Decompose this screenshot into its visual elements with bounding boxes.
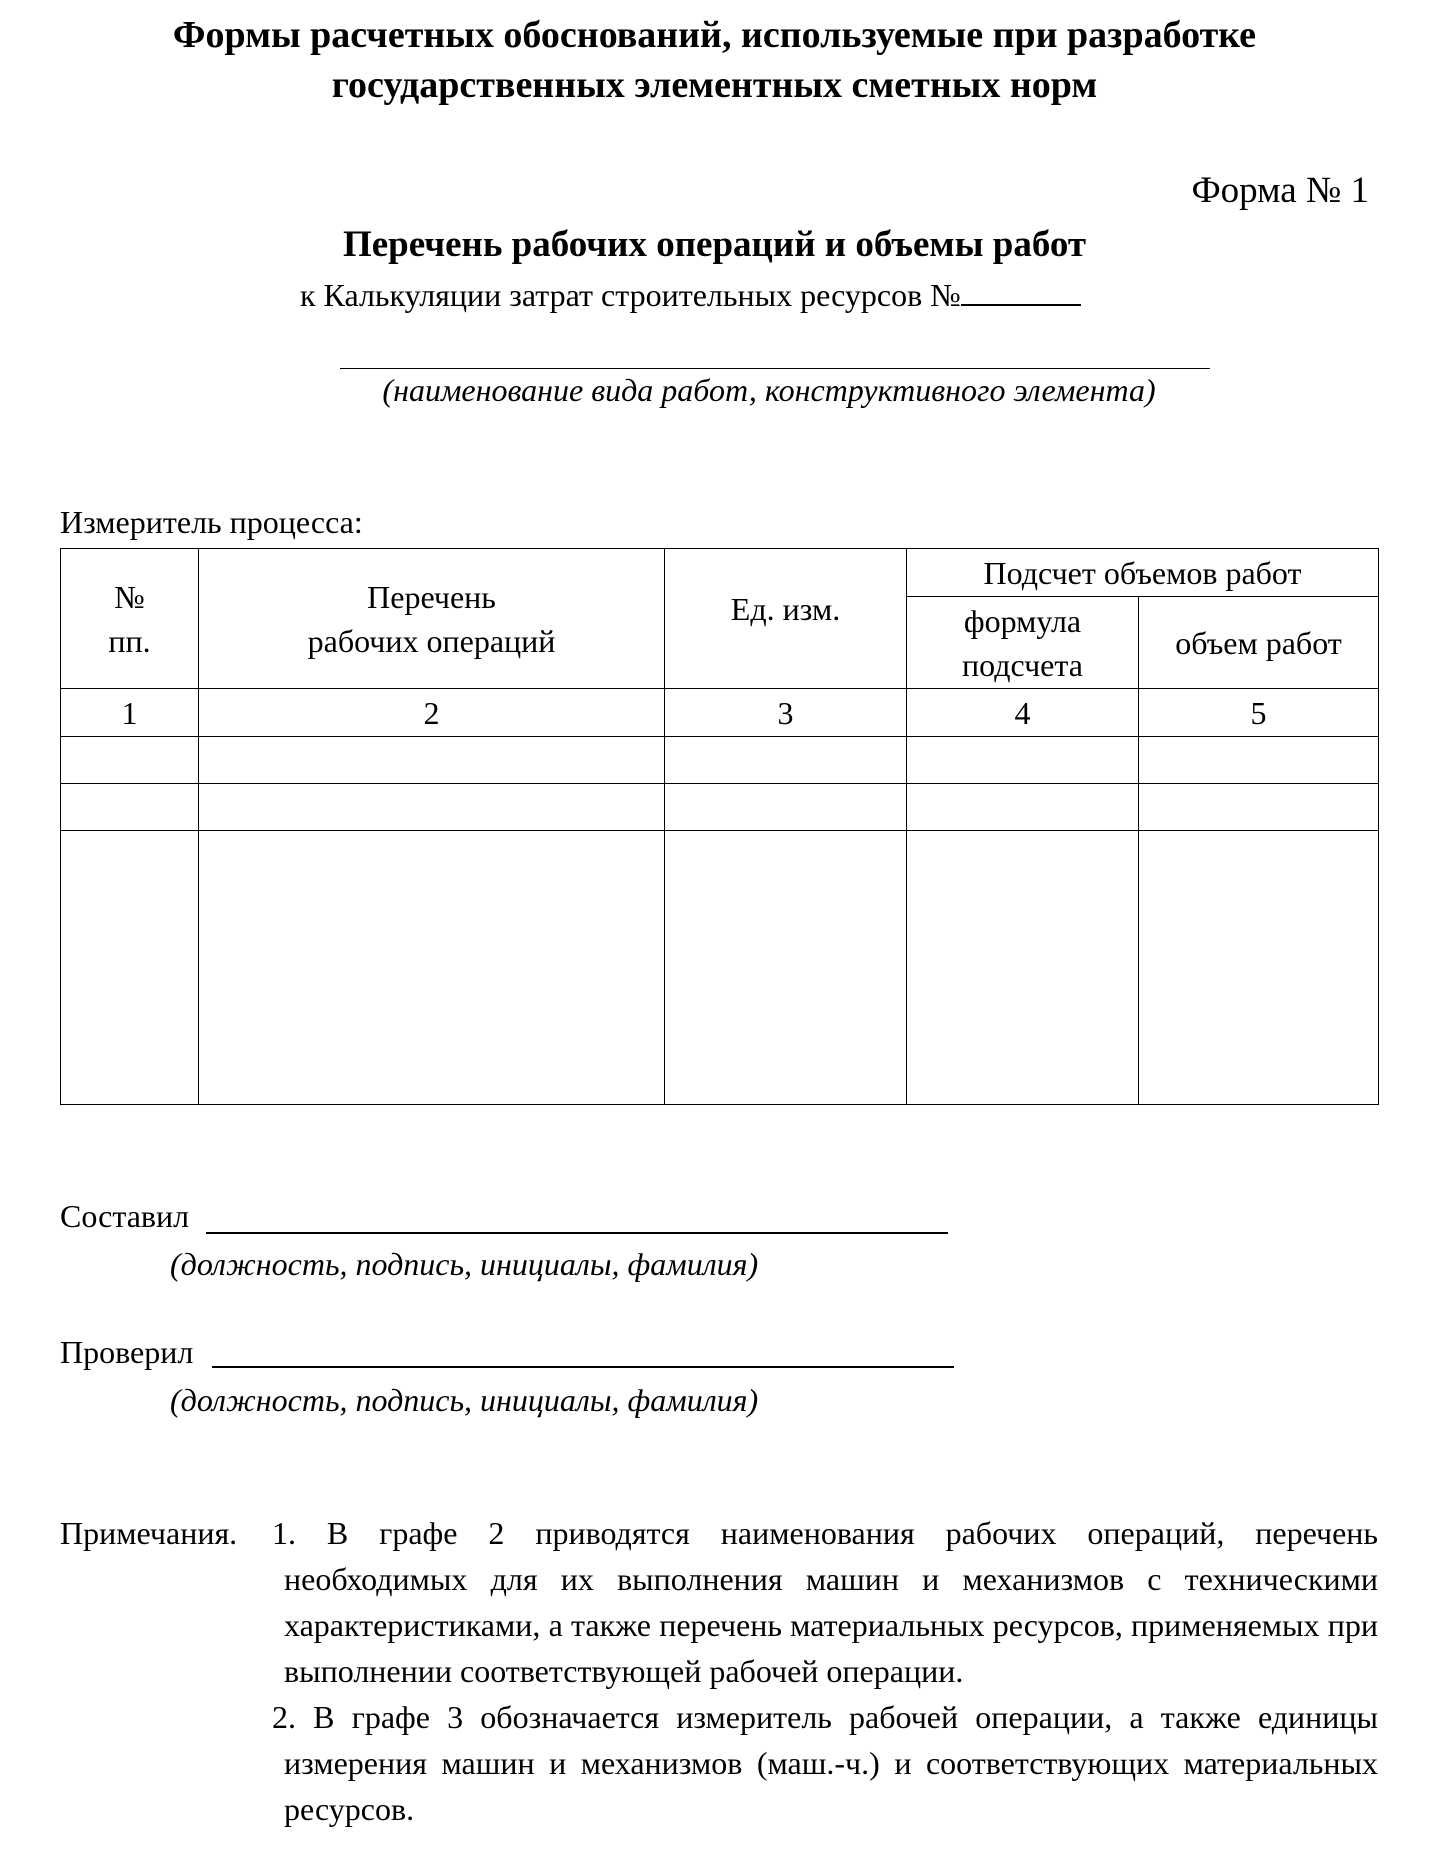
header-volume: объем работ (1139, 597, 1379, 689)
table-row (61, 737, 1379, 784)
note-item-2: 2. В графе 3 обозначается измеритель рабочей операции, а также единицы измерения машин и механизмов (маш.-ч.) и соответствующих материальных ресурсов. (272, 1699, 1378, 1827)
document-title-line-1: Формы расчетных обоснований, используемые при разработке (172, 14, 1257, 56)
checked-by-signature-line[interactable] (212, 1366, 954, 1368)
table-cell[interactable] (61, 831, 199, 1105)
form-subtitle-text: к Калькуляции затрат строительных ресурсов № (300, 277, 961, 313)
table-cell[interactable] (199, 831, 665, 1105)
header-formula-line-1: формула (963, 602, 1082, 639)
header-num-line-2: пп. (108, 622, 151, 659)
form-number: Форма № 1 (1191, 170, 1369, 211)
column-number-2: 2 (199, 689, 665, 737)
note-item-1: 1. В графе 2 приводятся наименования рабочих операций, перечень необходимых для их выполнения машин и механизмов с техническими характеристиками, а также перечень материальных ресурсов, применяемых при выполнении соответствующей рабочей операции. (272, 1515, 1378, 1689)
table-cell[interactable] (665, 784, 907, 831)
header-num (61, 549, 199, 689)
header-operations-line-1: Перечень (367, 578, 496, 615)
table-row (61, 784, 1379, 831)
notes-lead: Примечания. (60, 1515, 238, 1551)
header-formula-line-2: подсчета (962, 646, 1083, 683)
column-number-5: 5 (1139, 689, 1379, 737)
column-number-row (61, 689, 1379, 737)
header-num-line-1: № (114, 578, 145, 615)
form-title: Перечень рабочих операций и объемы работ (342, 224, 1087, 265)
notes-list (272, 1510, 1378, 1832)
checked-by-caption: (должность, подпись, инициалы, фамилия) (170, 1382, 759, 1418)
work-name-caption: (наименование вида работ, конструктивного элемента) (382, 372, 1156, 408)
operations-table (60, 548, 1379, 1105)
column-number-1: 1 (61, 689, 199, 737)
table-row (61, 831, 1379, 1105)
table-cell[interactable] (61, 737, 199, 784)
table-cell[interactable] (665, 831, 907, 1105)
form-subtitle (300, 274, 1081, 316)
table-cell[interactable] (1139, 737, 1379, 784)
compiled-by-label: Составил (60, 1198, 190, 1234)
header-operations-line-2: рабочих операций (307, 622, 556, 659)
table-cell[interactable] (665, 737, 907, 784)
table-cell[interactable] (1139, 784, 1379, 831)
header-volume-group: Подсчет объемов работ (907, 549, 1379, 597)
table-cell[interactable] (61, 784, 199, 831)
header-operations (199, 549, 665, 689)
table-cell[interactable] (199, 784, 665, 831)
checked-by-label: Проверил (60, 1334, 194, 1370)
header-unit (665, 549, 907, 689)
table-cell[interactable] (907, 737, 1139, 784)
document-title-line-2: государственных элементных сметных норм (331, 64, 1098, 106)
header-formula (907, 597, 1139, 689)
compiled-by-caption: (должность, подпись, инициалы, фамилия) (170, 1246, 759, 1282)
work-name-blank-line[interactable] (340, 368, 1210, 369)
calculation-number-blank[interactable] (961, 274, 1081, 306)
table-cell[interactable] (1139, 831, 1379, 1105)
compiled-by-signature-line[interactable] (206, 1232, 948, 1234)
process-meter-label: Измеритель процесса: (60, 504, 363, 540)
document-title (0, 10, 1429, 110)
table-cell[interactable] (199, 737, 665, 784)
table-cell[interactable] (907, 831, 1139, 1105)
column-number-3: 3 (665, 689, 907, 737)
table-cell[interactable] (907, 784, 1139, 831)
column-number-4: 4 (907, 689, 1139, 737)
header-unit-label: Ед. изм. (730, 590, 841, 627)
